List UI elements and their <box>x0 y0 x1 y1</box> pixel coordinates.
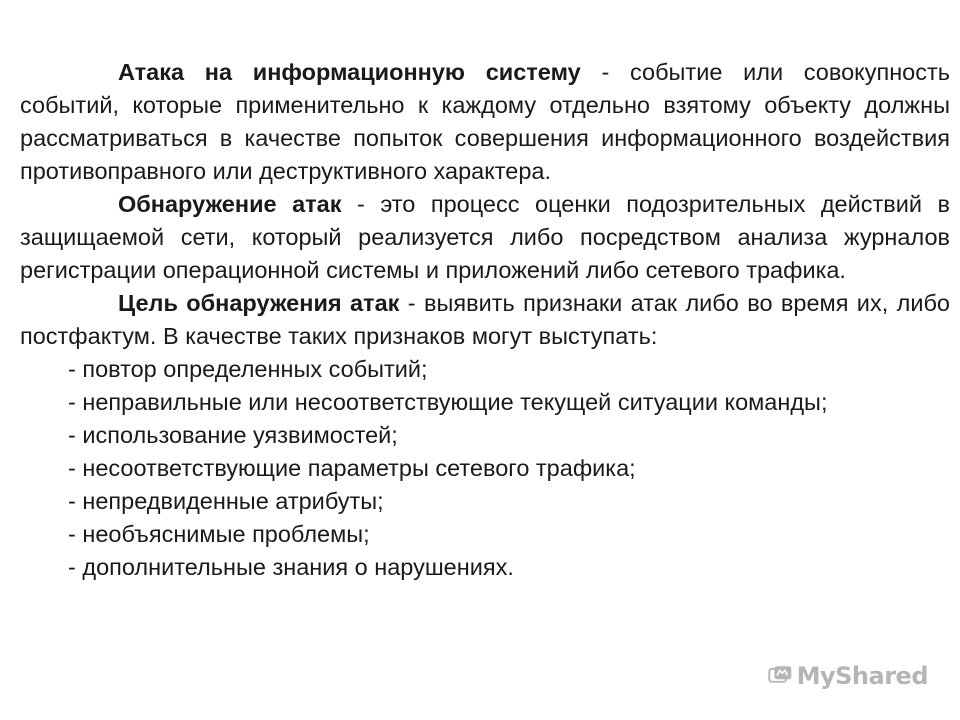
list-item: - повтор определенных событий; <box>68 356 428 382</box>
list-item: - непредвиденные атрибуты; <box>68 488 384 514</box>
myshared-watermark <box>768 656 928 696</box>
list-item: - несоответствующие параметры сетевого трафика; <box>68 455 636 481</box>
definition-detection-text: - это процесс оценки подозрительных действий в защищаемой сети, который реализуется либо посредством анализа журналов регистрации операционной системы и приложений либо сетевого трафика. <box>20 191 950 283</box>
list-item: - необъяснимые проблемы; <box>68 521 370 547</box>
term-detection: Обнаружение атак <box>118 191 342 217</box>
definition-detection <box>20 188 950 287</box>
term-attack: Атака на информационную систему <box>118 59 581 85</box>
list-item: - использование уязвимостей; <box>68 422 398 448</box>
term-goal: Цель обнаружения атак <box>118 290 400 316</box>
slide-content <box>20 56 950 584</box>
definition-goal-text: - выявить признаки атак либо во время их, либо постфактум. В качестве таких признаков могут выступать: <box>20 290 950 349</box>
definition-attack-text: - событие или совокупность событий, которые применительно к каждому отдельно взятому объекту должны рассматриваться в качестве попыток совершения информационного воздействия противоправного или деструктивного характера. <box>20 59 950 184</box>
list-item: - дополнительные знания о нарушениях. <box>68 554 514 580</box>
watermark-text: MyShared <box>796 662 928 690</box>
list-item: - неправильные или несоответствующие текущей ситуации команды; <box>68 389 828 415</box>
attack-signs-list <box>20 353 950 584</box>
definition-attack <box>20 56 950 188</box>
myshared-logo-icon <box>768 659 793 693</box>
definition-goal <box>20 287 950 353</box>
